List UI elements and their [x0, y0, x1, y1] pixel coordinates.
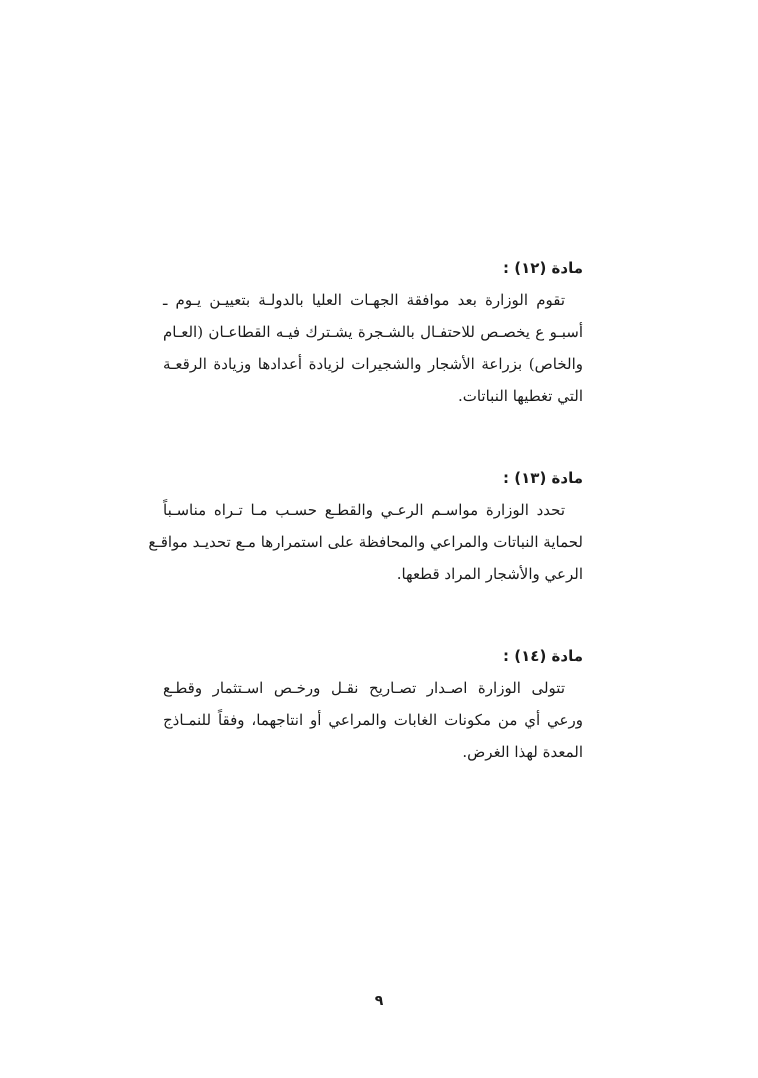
article-body [163, 284, 583, 412]
text-line: لحماية النباتات والمراعي والمحافظة على استمرارها مـع تحديـد مواقـع [148, 533, 583, 551]
text-line: الرعي والأشجار المراد قطعها. [396, 565, 583, 583]
text-line: تتولى الوزارة اصـدار تصـاريح نقـل ورخـص اسـتثمار وقطـع [163, 679, 565, 697]
text-line: ورعي أي من مكونات الغابات والمراعي أو انتاجهما، وفقاً للنمـاذج [163, 711, 583, 729]
article-heading: مادة (١٣) : [503, 469, 583, 487]
article-body [148, 494, 583, 590]
article-14 [163, 646, 583, 768]
article-heading: مادة (١٢) : [503, 259, 583, 277]
text-line: تقوم الوزارة بعد موافقة الجهـات العليا بالدولـة بتعييـن يـوم ـ [163, 291, 565, 309]
text-line: تحدد الوزارة مواسـم الرعـي والقطـع حسـب مـا تـراه مناسـباً [163, 501, 565, 519]
article-13 [148, 468, 583, 590]
article-12 [163, 258, 583, 412]
text-line: المعدة لهذا الغرض. [462, 743, 583, 761]
text-line: والخاص) بزراعة الأشجار والشجيرات لزيادة أعدادها وزيادة الرقعـة [163, 355, 583, 373]
text-line: أسبـو ع يخصـص للاحتفـال بالشـجرة يشـترك فيـه القطاعـان (العـام [163, 323, 583, 341]
page-number: ٩ [374, 993, 384, 1009]
article-body [163, 672, 583, 768]
article-heading: مادة (١٤) : [503, 647, 583, 665]
text-line: التي تغطيها النباتات. [457, 387, 583, 405]
